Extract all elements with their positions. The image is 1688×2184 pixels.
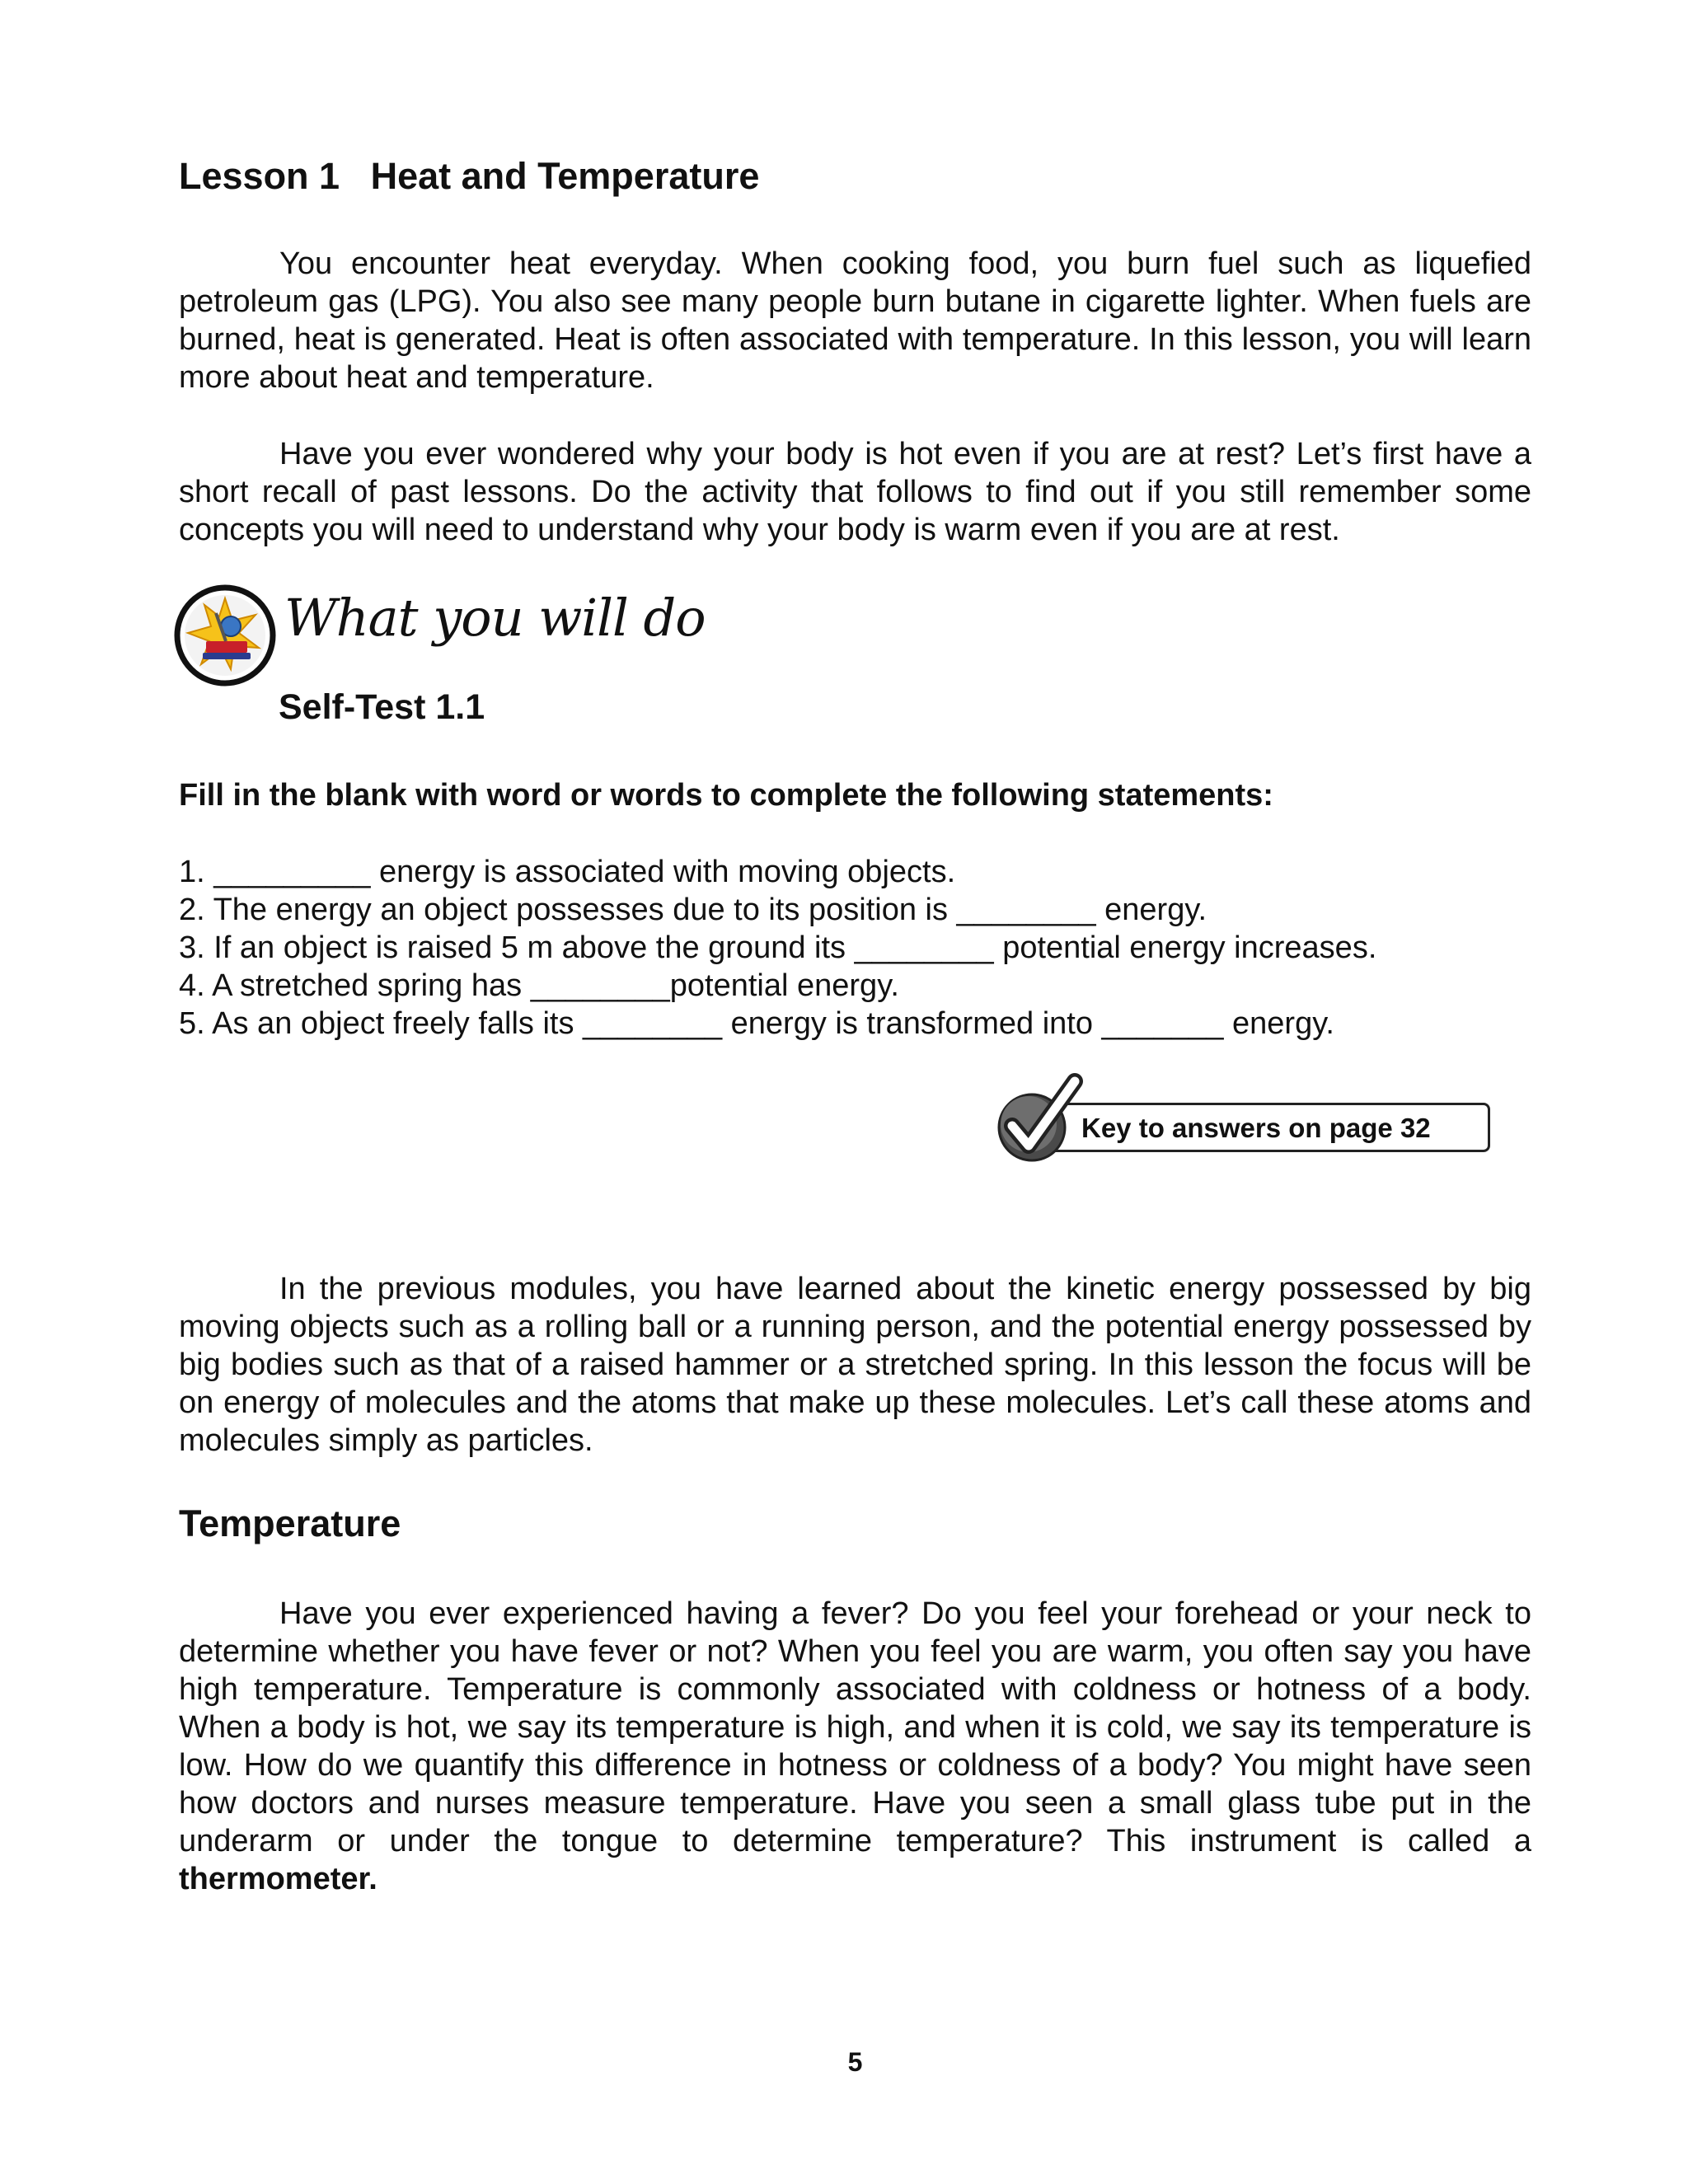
checkmark-icon: [996, 1071, 1086, 1170]
question-item: 3. If an object is raised 5 m above the ground its ________ potential energy increases.: [179, 930, 1377, 965]
temperature-heading: Temperature: [179, 1502, 401, 1544]
body-paragraph: In the previous modules, you have learned about the kinetic energy possessed by big moving objects such as a rolling ball or a running person, and the potential energy possessed by big bodies such as that of a raised hammer or a stretched spring. In this lesson the focus will be on energy of molecules and the atoms that make up these molecules. Let’s call these atoms and molecules simply as particles.: [179, 1272, 1531, 1458]
selftest-instructions: Fill in the blank with word or words to complete the following statements:: [179, 778, 1273, 813]
answer-key-label: Key to answers on page 32: [1081, 1113, 1431, 1143]
thermometer-term: thermometer.: [179, 1862, 377, 1896]
selftest-title: Self-Test 1.1: [279, 687, 485, 727]
temperature-paragraph-text: Have you ever experienced having a fever? Do you feel your forehead or your neck to determine whether you have fever or not? When you feel you are warm, you often say you have high temperature. Temperature is commonly associated with coldness or hotness of a body. When a body is hot, we say its temperature is high, and when it is cold, we say its temperature is low. How do we quantify this difference in hotness or coldness of a body? You might have seen how doctors and nurses measure temperature. Have you seen a small glass tube put in the underarm or under the tongue to determine temperature? This instrument is called a: [179, 1596, 1531, 1858]
question-item: 5. As an object freely falls its ________ energy is transformed into _______ energy.: [179, 1006, 1334, 1041]
question-item: 1. _________ energy is associated with moving objects.: [179, 855, 956, 889]
temperature-paragraph: [179, 1595, 1531, 1898]
answer-key-callout: [996, 1071, 1493, 1170]
page-number: 5: [847, 2047, 863, 2077]
question-item: 4. A stretched spring has ________potential energy.: [179, 968, 899, 1003]
lesson-title: Lesson 1 Heat and Temperature: [179, 155, 760, 197]
question-list: [179, 853, 1376, 1043]
intro-paragraph-1: You encounter heat everyday. When cooking food, you burn fuel such as liquefied petroleum gas (LPG). You also see many people burn butane in cigarette lighter. When fuels are burned, heat is generated. Heat is often associated with temperature. In this lesson, you will learn more about heat and temperature.: [179, 246, 1531, 395]
activity-emblem-icon: [173, 583, 277, 687]
activity-heading: What you will do: [284, 588, 706, 648]
question-item: 2. The energy an object possesses due to its position is ________ energy.: [179, 893, 1207, 927]
intro-paragraph-2: Have you ever wondered why your body is hot even if you are at rest? Let’s first have a short recall of past lessons. Do the activity that follows to find out if you still remember some concepts you will need to understand why your body is warm even if you are at rest.: [179, 437, 1531, 547]
